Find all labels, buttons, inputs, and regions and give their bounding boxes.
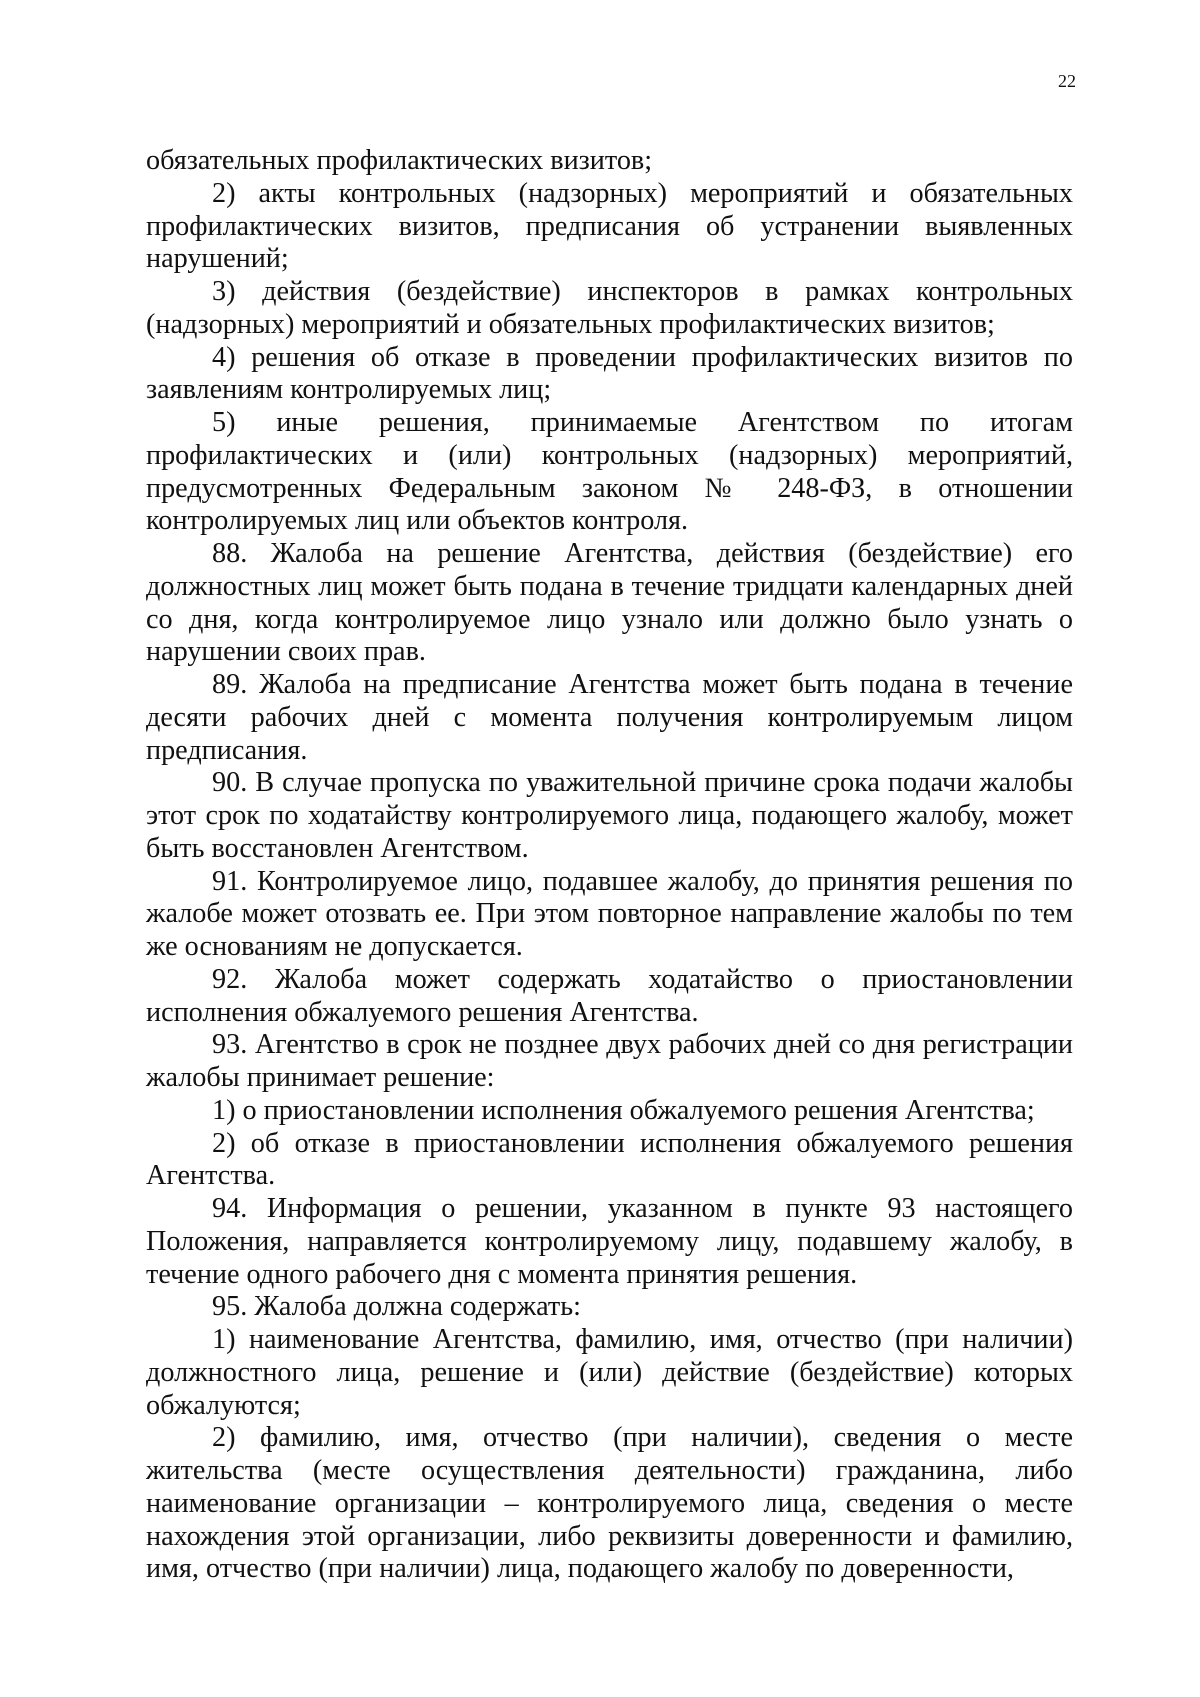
list-item-4: 4) решения об отказе в проведении профилактических визитов по заявлениям контролируемых лиц;: [146, 341, 1073, 406]
document-body: [146, 145, 1073, 1586]
clause-93: 93. Агентство в срок не позднее двух рабочих дней со дня регистрации жалобы принимает решение:: [146, 1029, 1073, 1093]
clause-90: 90. В случае пропуска по уважительной причине срока подачи жалобы этот срок по ходатайству контролируемого лица, подающего жалобу, может быть восстановлен Агентством.: [146, 767, 1073, 864]
clause-89: 89. Жалоба на предписание Агентства может быть подана в течение десяти рабочих дней с момента получения контролируемым лицом предписания.: [146, 669, 1073, 766]
list-item-2: 2) акты контрольных (надзорных) мероприятий и обязательных профилактических визитов, предписания об устранении выявленных нарушений;: [146, 177, 1073, 275]
clause-88: 88. Жалоба на решение Агентства, действия (бездействие) его должностных лиц может быть подана в течение тридцати календарных дней со дня, когда контролируемое лицо узнало или должно было узнать о нарушении своих прав.: [146, 538, 1073, 668]
clause-95-item-2: 2) фамилию, имя, отчество (при наличии), сведения о месте жительства (месте осуществления деятельности) гражданина, либо наименование организации – контролируемого лица, сведения о месте нахождения этой организации, либо реквизиты доверенности и фамилию, имя, отчество (при наличии) лица, подающего жалобу по доверенности,: [146, 1422, 1073, 1585]
page-number: 22: [1058, 71, 1076, 91]
paragraph-continuation: обязательных профилактических визитов;: [146, 145, 653, 176]
list-item-5: 5) иные решения, принимаемые Агентством по итогам профилактических и (или) контрольных (надзорных) мероприятий, предусмотренных Федеральным законом № 248-ФЗ, в отношении контролируемых лиц или объектов контроля.: [146, 407, 1073, 537]
clause-95: 95. Жалоба должна содержать:: [212, 1291, 581, 1323]
clause-92: 92. Жалоба может содержать ходатайство о приостановлении исполнения обжалуемого решения Агентства.: [146, 963, 1073, 1028]
clause-93-item-1: 1) о приостановлении исполнения обжалуемого решения Агентства;: [212, 1094, 1035, 1126]
list-item-3: 3) действия (бездействие) инспекторов в рамках контрольных (надзорных) мероприятий и обязательных профилактических визитов;: [146, 276, 1073, 340]
clause-91: 91. Контролируемое лицо, подавшее жалобу, до принятия решения по жалобе может отозвать ее. При этом повторное направление жалобы по тем же основаниям не допускается.: [146, 865, 1073, 962]
clause-93-item-2: 2) об отказе в приостановлении исполнения обжалуемого решения Агентства.: [146, 1127, 1073, 1192]
clause-95-item-1: 1) наименование Агентства, фамилию, имя, отчество (при наличии) должностного лица, решение и (или) действие (бездействие) которых обжалуются;: [146, 1324, 1073, 1421]
clause-94: 94. Информация о решении, указанном в пункте 93 настоящего Положения, направляется контролируемому лицу, подавшему жалобу, в течение одного рабочего дня с момента принятия решения.: [146, 1193, 1073, 1290]
